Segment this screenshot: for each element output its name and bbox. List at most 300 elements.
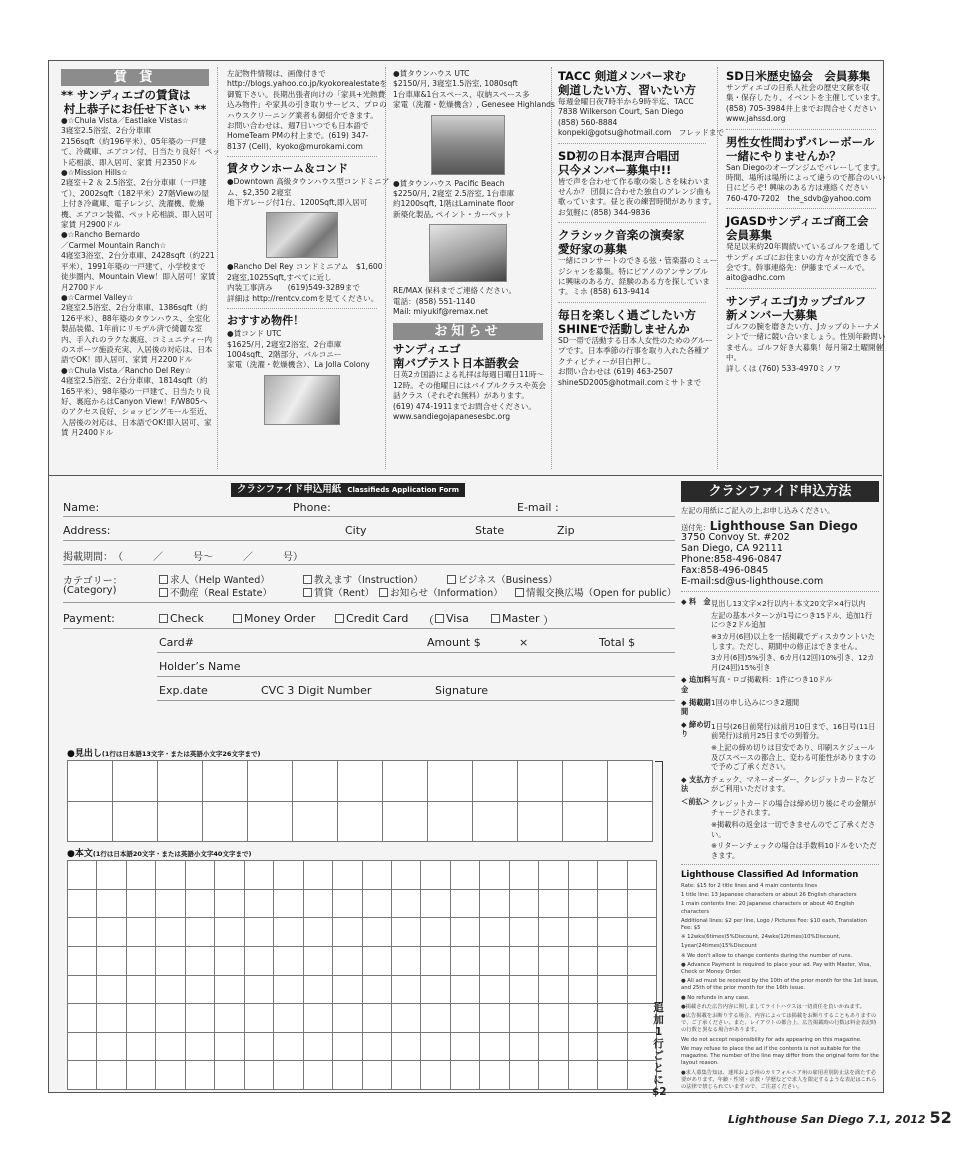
grid-cell[interactable] — [127, 890, 156, 919]
pay-key: ◆ 支払方法 — [681, 774, 711, 794]
grid-cell[interactable] — [113, 802, 158, 843]
ad-title: SHINEで活動しませんか — [558, 321, 690, 336]
grid-cell[interactable] — [598, 1033, 627, 1062]
text-line: 語でOK！即入居可、家賃 月2200ドル — [61, 355, 193, 365]
ad-title: 南バプテスト日本語教会 — [393, 356, 520, 371]
grid-cell[interactable] — [598, 1004, 627, 1033]
text-line: 一緒にコンサートのできる弦・管楽器のミュー — [558, 256, 718, 266]
grid-cell[interactable] — [392, 861, 421, 890]
grid-cell[interactable] — [473, 802, 518, 843]
grid-cell[interactable] — [186, 947, 215, 976]
grid-cell[interactable] — [274, 976, 303, 1005]
grid-cell[interactable] — [304, 1033, 333, 1062]
city-label: City — [345, 524, 367, 537]
text-line: 2寝室2.5浴室、2台分車庫、1386sqft（約 — [61, 303, 208, 313]
checkbox-icon — [303, 588, 312, 597]
text-line: 1 main contents line: 20 Japanese characters or about 40 English characters — [681, 901, 855, 915]
text-line: お問い合わせは (619) 463-2507 — [558, 367, 673, 377]
category-teach-checkbox[interactable] — [303, 572, 423, 586]
divider — [558, 143, 706, 144]
grid-cell[interactable] — [186, 861, 215, 890]
grid-cell[interactable] — [186, 918, 215, 947]
text-line: 月2700ドル — [61, 282, 104, 292]
grid-cell[interactable] — [392, 1061, 421, 1090]
grid-cell[interactable] — [248, 761, 293, 802]
grid-cell[interactable] — [539, 947, 568, 976]
text-line: HomeTeam PMの村上まで。(619) 347- — [227, 131, 369, 141]
form-title-en: Classifieds Application Form — [347, 486, 459, 494]
property-photo — [429, 224, 507, 282]
ad-body — [558, 335, 713, 388]
grid-cell[interactable] — [68, 947, 97, 976]
grid-cell[interactable] — [480, 861, 509, 890]
grid-cell[interactable] — [68, 1004, 97, 1033]
ad-title: 只今メンバー募集中!! — [558, 162, 672, 177]
grid-cell[interactable] — [598, 976, 627, 1005]
grid-cell[interactable] — [628, 947, 657, 976]
grid-cell[interactable] — [245, 890, 274, 919]
text-line: ません。ゴルフ好き大募集！毎月第2土曜開催 — [726, 342, 884, 352]
category-label-en: (Category) — [63, 585, 117, 596]
grid-cell[interactable] — [156, 890, 185, 919]
pay-visa-checkbox[interactable] — [435, 612, 469, 625]
grid-cell[interactable] — [510, 918, 539, 947]
grid-cell[interactable] — [569, 1004, 598, 1033]
body-note: (1行は日本語20文字・または英語小文字40文字まで) — [92, 850, 252, 858]
grid-cell[interactable] — [186, 976, 215, 1005]
grid-cell[interactable] — [363, 1061, 392, 1090]
grid-cell[interactable] — [274, 890, 303, 919]
grid-cell[interactable] — [304, 976, 333, 1005]
text-line: て、冷蔵庫、エアコン付、日当たり良好！ペッ — [61, 147, 220, 157]
ad-body — [393, 69, 555, 111]
grid-cell[interactable] — [68, 976, 97, 1005]
category-rent-checkbox[interactable] — [303, 585, 374, 599]
grid-cell[interactable] — [127, 976, 156, 1005]
ad-title: クラシック音楽の演奏家 — [558, 228, 685, 243]
text-line: 詳しくは (760) 533-4970ミノワ — [726, 363, 841, 373]
grid-cell[interactable] — [68, 1033, 97, 1062]
text-line: ●求人募集告知は、連邦および州のカリフォルニア州の雇用差別防止法を満たす必要があります。年齢・性別・宗教・学歴などで求人を限定するような表記はこれらの法律で禁じられていますので、ご注意ください。 — [681, 1069, 877, 1090]
grid-cell[interactable] — [274, 1033, 303, 1062]
grid-cell[interactable] — [363, 890, 392, 919]
text-line: ●賃タウンハウス UTC — [393, 69, 470, 78]
grid-cell[interactable] — [363, 1004, 392, 1033]
grid-cell[interactable] — [480, 890, 509, 919]
grid-cell[interactable] — [274, 918, 303, 947]
grid-cell[interactable] — [473, 761, 518, 802]
checkbox-icon — [447, 575, 456, 584]
grid-cell[interactable] — [598, 1061, 627, 1090]
grid-cell[interactable] — [156, 976, 185, 1005]
text-line: 1004sqft、2階部分、バルコニー — [227, 349, 342, 359]
grid-cell[interactable] — [304, 947, 333, 976]
grid-cell[interactable] — [518, 761, 563, 802]
ad-title: 賃タウンホーム＆コンド — [227, 162, 348, 176]
grid-cell[interactable] — [68, 761, 113, 802]
text-line: 126平米）、88年築のタウンハウス、全室化 — [61, 313, 210, 323]
text-line: 1台車庫&1台スペース、収納スペース多 — [393, 89, 530, 99]
grid-cell[interactable] — [628, 861, 657, 890]
grid-cell[interactable] — [203, 802, 248, 843]
text-line: ●☆Mission Hills☆ — [61, 168, 128, 178]
text-line: (858) 560-8884 — [558, 117, 618, 127]
grid-cell[interactable] — [510, 1004, 539, 1033]
grid-cell[interactable] — [569, 861, 598, 890]
grid-cell[interactable] — [421, 1061, 450, 1090]
grid-cell[interactable] — [156, 1004, 185, 1033]
category-exchange-checkbox[interactable] — [515, 585, 677, 599]
ad-title: 村上恭子にお任せ下さい ** — [63, 102, 207, 116]
category-real-checkbox[interactable] — [159, 585, 272, 599]
text-line: 1year(24times)15%Discount — [681, 943, 757, 950]
grid-cell[interactable] — [569, 890, 598, 919]
grid-cell[interactable] — [333, 1004, 362, 1033]
grid-cell[interactable] — [392, 976, 421, 1005]
text-line: ● Advance Payment is required to place your ad. Pay with Master, Visa, Check or Money Order. — [681, 961, 872, 976]
grid-cell[interactable] — [539, 890, 568, 919]
text-line: 家電（洗濯・乾燥機含）、La Jolla Colony — [227, 360, 370, 370]
grid-cell[interactable] — [215, 1033, 244, 1062]
grid-cell[interactable] — [215, 918, 244, 947]
divider — [227, 308, 377, 309]
grid-cell[interactable] — [158, 802, 203, 843]
ad-title: 剣道したい方、習いたい方 — [558, 83, 696, 97]
grid-cell[interactable] — [421, 890, 450, 919]
text-line: www.jahssd.org — [726, 114, 786, 124]
text-line: 4寝室3浴室、2台分車庫、2428sqft（約221 — [61, 251, 215, 261]
grid-cell[interactable] — [215, 1061, 244, 1090]
grid-cell[interactable] — [628, 890, 657, 919]
grid-cell[interactable] — [510, 976, 539, 1005]
text-line: 賃 月2400ドル — [61, 428, 114, 438]
grid-cell[interactable] — [563, 761, 608, 802]
grid-cell[interactable] — [569, 918, 598, 947]
grid-cell[interactable] — [127, 918, 156, 947]
grid-cell[interactable] — [203, 761, 248, 802]
paren-close: ） — [543, 614, 554, 627]
ad-title: サンディエゴ — [393, 342, 461, 357]
grid-cell[interactable] — [392, 1033, 421, 1062]
grid-cell[interactable] — [392, 1004, 421, 1033]
grid-cell[interactable] — [68, 802, 113, 843]
grid-cell[interactable] — [245, 1004, 274, 1033]
grid-cell[interactable] — [127, 1061, 156, 1090]
grid-cell[interactable] — [333, 947, 362, 976]
grid-cell[interactable] — [333, 1033, 362, 1062]
ad-title: 男性女性問わずバレーボール — [726, 134, 875, 149]
grid-cell[interactable] — [563, 802, 608, 843]
grid-cell[interactable] — [539, 918, 568, 947]
grid-cell[interactable] — [569, 1061, 598, 1090]
grid-cell[interactable] — [333, 890, 362, 919]
category-rule — [63, 602, 675, 603]
grid-cell[interactable] — [598, 861, 627, 890]
grid-cell[interactable] — [510, 861, 539, 890]
ad-body — [393, 370, 547, 422]
grid-cell[interactable] — [598, 918, 627, 947]
term-value: 1回の申し込みにつき2週間 — [711, 697, 800, 707]
grid-cell[interactable] — [510, 1061, 539, 1090]
text-line: 新築化製品, ペイント・カーペット — [393, 209, 512, 219]
grid-cell[interactable] — [510, 947, 539, 976]
grid-cell[interactable] — [186, 890, 215, 919]
grid-cell[interactable] — [248, 802, 293, 843]
checkbox-icon — [159, 588, 168, 597]
grid-cell[interactable] — [628, 976, 657, 1005]
grid-cell[interactable] — [274, 861, 303, 890]
pay-visa-label: Visa — [446, 612, 469, 625]
grid-cell[interactable] — [421, 947, 450, 976]
grid-cell[interactable] — [113, 761, 158, 802]
text-line: 家賃 月2900ドル — [61, 220, 121, 230]
grid-cell[interactable] — [451, 1061, 480, 1090]
extra-line-bracket — [655, 761, 663, 1003]
grid-cell[interactable] — [304, 1061, 333, 1090]
text-line: 日にどうぞ! 興味のある方は連絡ください — [726, 183, 869, 193]
grid-cell[interactable] — [333, 1061, 362, 1090]
pay-master-checkbox[interactable] — [491, 612, 540, 625]
text-line: ● All ad must be received by the 10th of the prior month for the 1st issue, and 25th of the prior month for the 16th issue. — [681, 978, 879, 992]
grid-cell[interactable] — [510, 890, 539, 919]
grid-cell[interactable] — [215, 861, 244, 890]
grid-cell[interactable] — [539, 1004, 568, 1033]
grid-cell[interactable] — [333, 861, 362, 890]
grid-cell[interactable] — [363, 1033, 392, 1062]
send-to-address — [681, 532, 879, 587]
grid-cell[interactable] — [539, 861, 568, 890]
grid-cell[interactable] — [97, 890, 126, 919]
checkbox-icon — [435, 614, 444, 623]
pay-credit-checkbox[interactable] — [335, 612, 408, 625]
grid-cell[interactable] — [186, 1033, 215, 1062]
grid-cell[interactable] — [338, 802, 383, 843]
grid-cell[interactable] — [628, 918, 657, 947]
text-line: Rate: $15 for 2 title lines and 4 main contents lines — [681, 883, 818, 890]
text-line: Phone:858-496-0847 — [681, 554, 782, 566]
text-line: RE/MAX 保科までご連絡ください。 — [393, 286, 517, 296]
ad-title: SD初の日本混声合唱団 — [558, 148, 680, 163]
grid-cell[interactable] — [421, 1033, 450, 1062]
grid-cell[interactable] — [392, 947, 421, 976]
grid-cell[interactable] — [97, 1004, 126, 1033]
grid-cell[interactable] — [127, 861, 156, 890]
grid-cell[interactable] — [451, 1004, 480, 1033]
grid-cell[interactable] — [293, 761, 338, 802]
text-line: に興味のある方、経験のある方を探していま — [558, 277, 710, 287]
grid-cell[interactable] — [127, 1033, 156, 1062]
card-number-field[interactable] — [157, 652, 675, 653]
column-divider — [385, 67, 386, 469]
grid-cell[interactable] — [97, 918, 126, 947]
grid-cell[interactable] — [363, 861, 392, 890]
grid-cell[interactable] — [451, 861, 480, 890]
grid-cell[interactable] — [156, 1061, 185, 1090]
grid-cell[interactable] — [421, 1004, 450, 1033]
ad-title: サンディエゴJカップゴルフ — [726, 293, 867, 308]
grid-cell[interactable] — [392, 918, 421, 947]
grid-cell[interactable] — [480, 947, 509, 976]
grid-cell[interactable] — [598, 890, 627, 919]
text-line: ントで一緒に競い合いましょう。性別年齢問い — [726, 332, 886, 342]
grid-cell[interactable] — [451, 890, 480, 919]
grid-cell[interactable] — [97, 1033, 126, 1062]
grid-cell[interactable] — [68, 1061, 97, 1090]
grid-cell[interactable] — [333, 976, 362, 1005]
text-line: 時間、場所は場所によって違うので都合のいい — [726, 173, 886, 183]
pay-value: チェック、マネーオーダー、クレジットカードなどがご利用いただけます。 — [711, 774, 875, 794]
grid-cell[interactable] — [245, 947, 274, 976]
grid-cell[interactable] — [608, 761, 653, 802]
grid-cell[interactable] — [480, 976, 509, 1005]
grid-cell[interactable] — [156, 1033, 185, 1062]
text-line: ●Downtown 高級タウンハウス型コンドミニア — [227, 177, 390, 187]
body-grid[interactable] — [67, 860, 657, 1090]
grid-cell[interactable] — [274, 1061, 303, 1090]
grid-cell[interactable] — [451, 1033, 480, 1062]
grid-cell[interactable] — [68, 918, 97, 947]
grid-cell[interactable] — [608, 802, 653, 843]
grid-cell[interactable] — [156, 861, 185, 890]
text-line: 2156sqft（約196平米）、05年築の一戸建 — [61, 136, 207, 146]
phone-label: Phone: — [293, 501, 331, 514]
text-line: 8137 (Cell)、kyoko@murokami.com — [227, 141, 363, 151]
address-field[interactable] — [63, 540, 675, 541]
english-info-title: Lighthouse Classified Ad Information — [681, 870, 859, 881]
divider — [558, 222, 706, 223]
grid-cell[interactable] — [245, 976, 274, 1005]
grid-cell[interactable] — [245, 861, 274, 890]
grid-cell[interactable] — [97, 947, 126, 976]
column-listings-2 — [393, 69, 555, 471]
add-fee-key: ◆ 追加料金 — [681, 675, 711, 694]
text-line: のスポーツ施設充実、入居後の対応は、日本 — [61, 344, 213, 354]
pay-money-order-checkbox[interactable] — [233, 612, 315, 625]
grid-cell[interactable] — [569, 976, 598, 1005]
grid-cell[interactable] — [598, 947, 627, 976]
name-label: Name: — [63, 501, 100, 514]
grid-cell[interactable] — [304, 918, 333, 947]
send-to — [681, 518, 879, 533]
grid-cell[interactable] — [421, 861, 450, 890]
grid-cell[interactable] — [421, 976, 450, 1005]
grid-cell[interactable] — [97, 976, 126, 1005]
grid-cell[interactable] — [383, 802, 428, 843]
grid-cell[interactable] — [539, 1033, 568, 1062]
grid-cell[interactable] — [215, 947, 244, 976]
grid-cell[interactable] — [518, 802, 563, 843]
text-line: サンディエゴの日系人社会の歴史文献を収 — [726, 83, 870, 92]
grid-cell[interactable] — [569, 947, 598, 976]
grid-cell[interactable] — [274, 1004, 303, 1033]
grid-cell[interactable] — [333, 918, 362, 947]
name-field[interactable] — [63, 516, 675, 517]
grid-cell[interactable] — [127, 947, 156, 976]
text-line: konpeki@gotsu@hotmail.com フレッドまで — [558, 128, 725, 138]
text-line: 見出し13文字×2行以内＋本文20文字×4行以内 — [711, 599, 866, 609]
grid-cell[interactable] — [383, 761, 428, 802]
text-line: お気軽に (858) 344-9836 — [558, 207, 651, 217]
grid-cell[interactable] — [363, 947, 392, 976]
grid-cell[interactable] — [480, 1061, 509, 1090]
grid-cell[interactable] — [428, 761, 473, 802]
grid-cell[interactable] — [569, 1033, 598, 1062]
pay-check-label: Check — [170, 612, 204, 625]
grid-cell[interactable] — [156, 947, 185, 976]
grid-cell[interactable] — [304, 861, 333, 890]
period-field[interactable] — [63, 564, 675, 565]
extra-line-note: 追加1行ごとに$2 — [652, 1002, 667, 1098]
grid-cell[interactable] — [245, 918, 274, 947]
grid-cell[interactable] — [293, 802, 338, 843]
grid-cell[interactable] — [428, 802, 473, 843]
grid-cell[interactable] — [451, 947, 480, 976]
classifieds-section — [49, 61, 886, 475]
grid-cell[interactable] — [480, 1033, 509, 1062]
category-job-checkbox[interactable] — [159, 572, 270, 586]
category-notice-label: お知らせ（Information） — [390, 588, 503, 599]
text-line: ●☆Carmel Valley☆ — [61, 292, 134, 302]
grid-cell[interactable] — [215, 890, 244, 919]
grid-cell[interactable] — [245, 1033, 274, 1062]
headline-grid[interactable] — [67, 760, 653, 842]
grid-cell[interactable] — [338, 761, 383, 802]
text-line: ●☆Chula Vista／Rancho Del Rey☆ — [61, 365, 192, 375]
text-line: We do not accept responsibility for ads appearing on this magazine. — [681, 1036, 862, 1043]
holder-name-field[interactable] — [157, 676, 675, 677]
grid-cell[interactable] — [451, 918, 480, 947]
grid-cell[interactable] — [68, 861, 97, 890]
add-fee-value: 写真・ロゴ掲載料：1件につき10ドル — [711, 675, 833, 685]
grid-cell[interactable] — [480, 918, 509, 947]
pay-check-checkbox[interactable] — [159, 612, 204, 625]
text-line: 皆で声を合わせて作る歌の楽しさを味わいま — [558, 176, 710, 186]
exp-date-field[interactable] — [157, 700, 675, 701]
grid-cell[interactable] — [274, 947, 303, 976]
grid-cell[interactable] — [97, 1061, 126, 1090]
grid-cell[interactable] — [156, 918, 185, 947]
grid-cell[interactable] — [510, 1033, 539, 1062]
grid-cell[interactable] — [304, 890, 333, 919]
grid-cell[interactable] — [304, 1004, 333, 1033]
grid-cell[interactable] — [480, 1004, 509, 1033]
category-exchange-label: 情報交換広場（Open for public） — [526, 588, 677, 599]
grid-cell[interactable] — [392, 890, 421, 919]
grid-cell[interactable] — [127, 1004, 156, 1033]
grid-cell[interactable] — [158, 761, 203, 802]
grid-cell[interactable] — [539, 1061, 568, 1090]
grid-cell[interactable] — [363, 918, 392, 947]
text-line: 歌っています。昼と夜の練習時間があります。 — [558, 197, 717, 207]
grid-cell[interactable] — [363, 976, 392, 1005]
category-label: カテゴリー： — [63, 576, 123, 587]
grid-cell[interactable] — [215, 1004, 244, 1033]
category-notice-checkbox[interactable] — [379, 585, 503, 599]
grid-cell[interactable] — [186, 1061, 215, 1090]
category-biz-checkbox[interactable] — [447, 572, 558, 586]
grid-cell[interactable] — [421, 918, 450, 947]
grid-cell[interactable] — [451, 976, 480, 1005]
grid-cell[interactable] — [97, 861, 126, 890]
grid-cell[interactable] — [539, 976, 568, 1005]
grid-cell[interactable] — [68, 890, 97, 919]
divider — [726, 129, 876, 130]
category-biz-label: ビジネス（Business） — [458, 575, 558, 586]
grid-cell[interactable] — [215, 976, 244, 1005]
ad-body — [558, 256, 718, 298]
grid-cell[interactable] — [245, 1061, 274, 1090]
grid-cell[interactable] — [186, 1004, 215, 1033]
